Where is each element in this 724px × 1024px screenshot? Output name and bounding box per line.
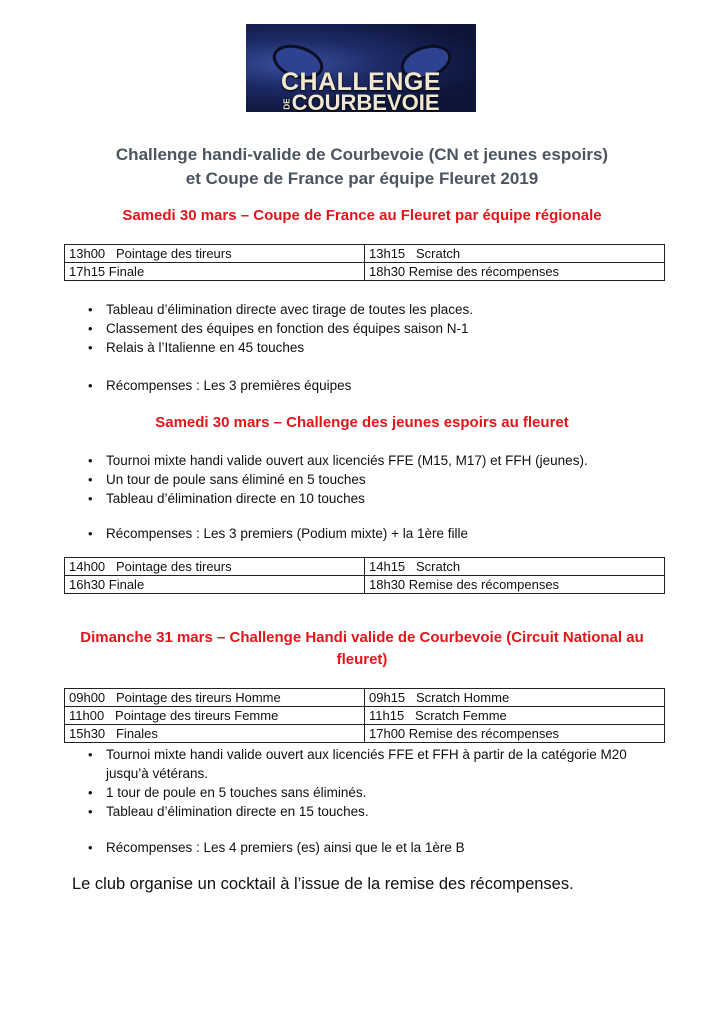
section2-heading: Samedi 30 mars – Challenge des jeunes espoirs au fleuret [155, 414, 569, 431]
list-item: • 1 tour de poule en 5 touches sans éliminés. [88, 783, 666, 802]
section3-rewards [88, 838, 465, 857]
section2-rewards [88, 524, 468, 543]
table-row [65, 558, 665, 576]
table-cell: 14h00 Pointage des tireurs [65, 558, 365, 576]
banner-line2 [246, 90, 476, 112]
document-title-line1: Challenge handi-valide de Courbevoie (CN et jeunes espoirs) [115, 145, 609, 164]
list-item: • Classement des équipes en fonction des équipes saison N-1 [88, 319, 473, 338]
section1-rewards [88, 376, 351, 395]
list-item: • Tableau d’élimination directe en 15 touches. [88, 802, 666, 821]
banner-de: DE [283, 98, 293, 110]
closing-note: Le club organise un cocktail à l’issue de la remise des récompenses. [72, 875, 574, 893]
list-item: • Tournoi mixte handi valide ouvert aux licenciés FFE (M15, M17) et FFH (jeunes). [88, 451, 588, 470]
list-item: • Récompenses : Les 3 premières équipes [88, 376, 351, 395]
section2-schedule-table [64, 557, 665, 594]
table-row [65, 245, 665, 263]
table-cell: 11h00 Pointage des tireurs Femme [65, 707, 365, 725]
section3-heading-line2: fleuret) [336, 651, 388, 668]
table-row [65, 576, 665, 594]
table-cell: 09h00 Pointage des tireurs Homme [65, 689, 365, 707]
table-cell: 18h30 Remise des récompenses [365, 263, 665, 281]
table-cell: 13h00 Pointage des tireurs [65, 245, 365, 263]
list-item: • Tableau d’élimination directe avec tirage de toutes les places. [88, 300, 473, 319]
table-row [65, 725, 665, 743]
table-cell: 17h00 Remise des récompenses [365, 725, 665, 743]
section3-heading-line1: Dimanche 31 mars – Challenge Handi valide de Courbevoie (Circuit National au [80, 629, 644, 646]
list-item: • Un tour de poule sans éliminé en 5 touches [88, 470, 588, 489]
list-item: • Tableau d’élimination directe en 10 touches [88, 489, 588, 508]
table-cell: 09h15 Scratch Homme [365, 689, 665, 707]
banner-courbevoie: COURBEVOIE [291, 90, 440, 112]
table-row [65, 707, 665, 725]
section1-heading: Samedi 30 mars – Coupe de France au Fleuret par équipe régionale [122, 207, 602, 224]
section3-bullet-list [88, 745, 666, 821]
table-cell: 14h15 Scratch [365, 558, 665, 576]
table-row [65, 689, 665, 707]
table-row [65, 263, 665, 281]
table-cell: 16h30 Finale [65, 576, 365, 594]
table-cell: 13h15 Scratch [365, 245, 665, 263]
list-item: • Tournoi mixte handi valide ouvert aux licenciés FFE et FFH à partir de la catégorie M20 jusqu’à vétérans. [88, 745, 666, 783]
section2-bullet-list [88, 451, 588, 508]
list-item: • Récompenses : Les 3 premiers (Podium mixte) + la 1ère fille [88, 524, 468, 543]
table-cell: 17h15 Finale [65, 263, 365, 281]
table-cell: 15h30 Finales [65, 725, 365, 743]
banner-line1: CHALLENGE [280, 68, 442, 96]
section3-schedule-table [64, 688, 665, 743]
table-cell: 11h15 Scratch Femme [365, 707, 665, 725]
challenge-banner-logo [246, 24, 476, 112]
section1-bullet-list [88, 300, 473, 357]
section1-schedule-table [64, 244, 665, 281]
list-item: • Récompenses : Les 4 premiers (es) ainsi que le et la 1ère B [88, 838, 465, 857]
list-item: • Relais à l’Italienne en 45 touches [88, 338, 473, 357]
document-title-line2: et Coupe de France par équipe Fleuret 2019 [185, 169, 539, 188]
table-cell: 18h30 Remise des récompenses [365, 576, 665, 594]
